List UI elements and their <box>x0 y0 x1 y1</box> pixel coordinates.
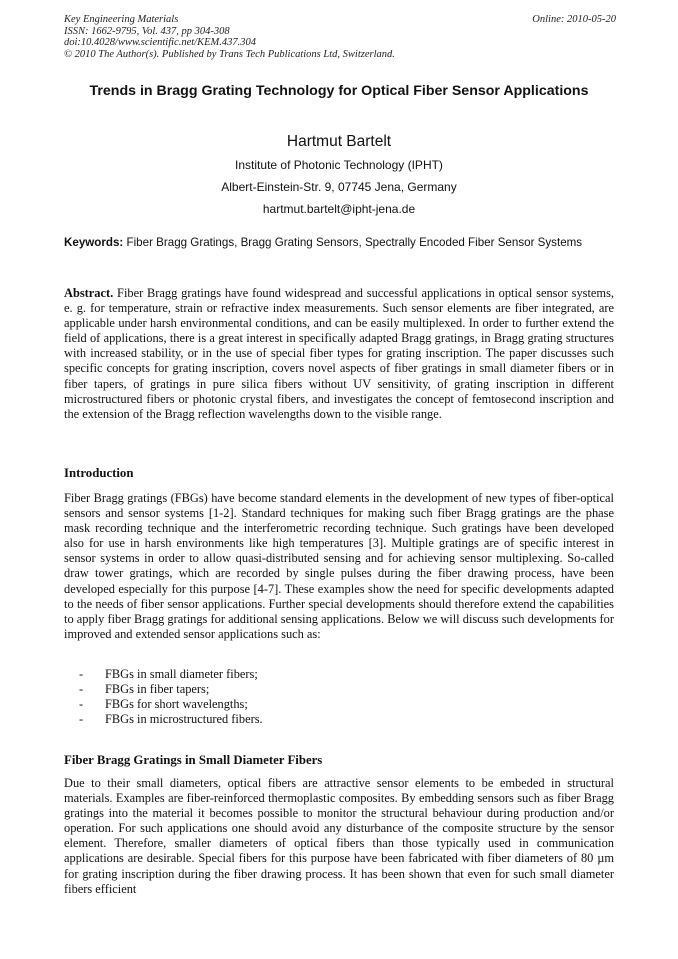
abstract-label: Abstract. <box>64 286 114 300</box>
list-item: - FBGs in microstructured fibers. <box>79 712 263 727</box>
journal-copyright: © 2010 The Author(s). Published by Trans Tech Publications Ltd, Switzerland. <box>64 48 395 60</box>
affiliation-address: Albert-Einstein-Str. 9, 07745 Jena, Germany <box>221 180 457 194</box>
journal-doi: doi:10.4028/www.scientific.net/KEM.437.304 <box>64 37 256 49</box>
introduction-heading: Introduction <box>64 466 134 480</box>
keywords <box>64 235 614 250</box>
section-heading-small-fibers: Fiber Bragg Gratings in Small Diameter Fibers <box>64 753 323 767</box>
affiliation-institute: Institute of Photonic Technology (IPHT) <box>235 158 443 172</box>
affiliation-email: hartmut.bartelt@ipht-jena.de <box>262 202 416 216</box>
application-list <box>64 667 614 727</box>
journal-header <box>64 14 616 60</box>
list-item: - FBGs for short wavelengths; <box>79 697 248 712</box>
online-date: Online: 2010-05-20 <box>532 14 616 25</box>
keywords-text: Fiber Bragg Gratings, Bragg Grating Sensors, Spectrally Encoded Fiber Sensor Systems <box>126 236 583 249</box>
abstract-text: Fiber Bragg gratings have found widespread and successful applications in optical sensor systems, e. g. for temperature, strain or refractive index measurements. Such sensor elements are fiber integrated, are applicable under harsh environmental conditions, and can be easily multiplexed. In order to further extend the field of applications, there is a great interest in specifically adapted Bragg gratings, in Bragg grating structures with increased stability, or in the use of special fiber types for grating inscription. The paper discusses such specific concepts for grating inscription, covers novel aspects of fiber gratings in small diameter fibers or in fiber tapers, of gratings in pure silica fibers without UV sensitivity, of grating inscription in different microstructured fibers or photonic crystal fibers, and investigates the concept of femtosecond inscription and the extension of the Bragg reflection wavelengths down to the visible range. <box>64 286 614 421</box>
journal-name: Key Engineering Materials <box>64 14 179 25</box>
abstract <box>64 286 614 422</box>
author-name: Hartmut Bartelt <box>286 133 392 150</box>
section-text-small-fibers: Due to their small diameters, optical fibers are attractive sensor elements to be embeded in structural materials. Examples are fiber-reinforced thermoplastic composites. By embedding sensors such as fiber Bragg gratings into the material it becomes possible to monitor the structural behaviour during production and/or operation. For such applications one should avoid any disturbance of the composite structure by the sensor element. Therefore, smaller diameters of optical fibers than those typically used in communication applications are desirable. Special fibers for this purpose have been fabricated with fiber diameters of 80 µm for grating inscription during the fiber drawing process. It has been shown that even for such small diameter fibers efficient <box>64 776 614 896</box>
list-item: - FBGs in small diameter fibers; <box>79 667 258 681</box>
introduction-text: Fiber Bragg gratings (FBGs) have become standard elements in the development of new types of fiber-optical sensors and sensor systems [1-2]. Standard techniques for making such fiber Bragg gratings are the phase mask recording technique and the interferometric recording technique. Such gratings have been developed also for use in harsh environments like high temperatures [3]. Multiple gratings are of specific interest in sensor systems in order to allow quasi-distributed sensing and for achieving sensor multiplexing. So-called draw tower gratings, which are recorded by single pulses during the fiber drawing process, have been developed especially for this purpose [4-7]. These examples show the need for specific developments adapted to the needs of fiber sensor applications. Further special developments should therefore extend the capabilities to apply fiber Bragg gratings for additional sensing applications. Below we will discuss such developments for improved and extended sensor applications such as: <box>64 491 614 641</box>
paper-title: Trends in Bragg Grating Technology for Optical Fiber Sensor Applications <box>89 83 589 99</box>
list-item: - FBGs in fiber tapers; <box>79 682 210 697</box>
keywords-label: Keywords: <box>64 236 124 249</box>
journal-issn: ISSN: 1662-9795, Vol. 437, pp 304-308 <box>64 25 230 37</box>
